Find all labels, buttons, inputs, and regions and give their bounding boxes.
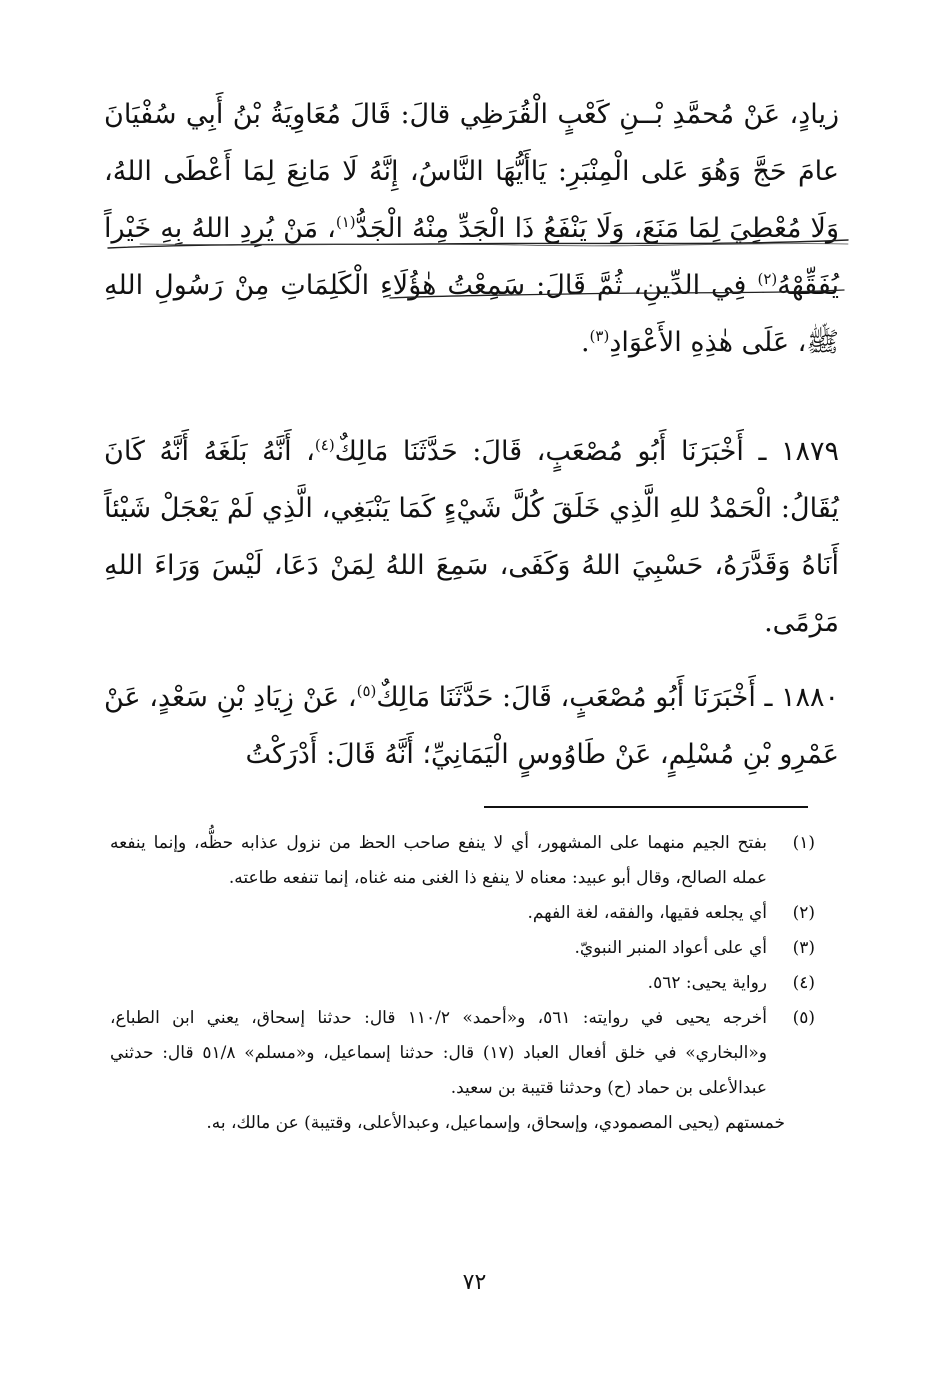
footnote-number: (١) <box>792 833 815 853</box>
footnote-ref-5[interactable]: (٥) <box>356 682 377 700</box>
footnote-ref-3[interactable]: (٣) <box>589 327 610 345</box>
footnote-separator <box>484 806 808 808</box>
footnote-text: رواية يحيى: ٥٦٢. <box>647 973 767 993</box>
paragraph-text: زيادٍ، عَنْ مُحمَّدِ بْــنِ كَعْبٍ الْقُرَظِي قالَ: قَالَ مُعَاوِيَةُ بْنُ أَبِي سُفْيَانَ عامَ حَجَّ وَهُوَ عَلى الْمِنْبَرِ: يَاأَيُّهَا النَّاسُ، إِنَّهُ لَا مَانِعَ لِمَا أَعْطَى اللهُ، وَلَا مُعْطِيَ لِمَا مَنَعَ، وَلَا يَنْفَعُ ذَا الْجَدِّ مِنْهُ الْجَدُّ <box>104 99 839 244</box>
footnote-number: (٤) <box>792 973 815 993</box>
paragraph-text: ، مَنْ يُرِدِ اللهُ بِهِ خَيْراً يُفَقِّهْهُ <box>104 213 839 301</box>
paragraph-text: . <box>580 327 590 358</box>
paragraph-text: ، أَنَّهُ بَلَغَهُ أَنَّهُ كَانَ يُقَالُ: الْحَمْدُ للهِ الَّذِي خَلَقَ كُلَّ شَيْءٍ كَمَا يَنْبَغِي، الَّذِي لَمْ يَعْجَلْ شَيْئاً أَنَاهُ وَقَدَّرَهُ، حَسْبِيَ اللهُ وَكَفَى، سَمِعَ اللهُ لِمَنْ دَعَا، لَيْسَ وَرَاءَ اللهِ مَرْمًى. <box>104 436 839 638</box>
footnote-5-continuation: خمستهم (يحيى المصمودي، وإسحاق، وإسماعيل، وعبدالأعلى، وقتيبة) عن مالك، به. <box>206 1113 785 1133</box>
handwritten-underline <box>100 232 850 302</box>
footnotes <box>110 826 815 1141</box>
footnote-text: أي على أعواد المنبر النبويّ. <box>574 938 767 958</box>
footnote-1 <box>110 826 815 896</box>
paragraph-text: ١٨٧٩ ـ أَخْبَرَنَا أَبُو مُصْعَبٍ، قَالَ: حَدَّثَنَا مَالِكٌ <box>334 436 840 467</box>
footnote-ref-2[interactable]: (٢) <box>757 270 778 288</box>
paragraph-text: ، عَنْ زِيَادِ بْنِ سَعْدٍ، عَنْ عَمْرِو بْنِ مُسْلِمٍ، عَنْ طَاوُوسٍ الْيَمَانِيِّ؛ أَنَّهُ قَالَ: أَدْرَكْتُ <box>104 682 839 770</box>
hadith-1880 <box>104 669 839 783</box>
paragraph-text: ١٨٨٠ ـ أَخْبَرَنَا أَبُو مُصْعَبٍ، قَالَ: حَدَّثَنَا مَالِكٌ <box>376 682 839 713</box>
footnote-number: (٣) <box>792 938 815 958</box>
paragraph-continuation <box>104 86 839 371</box>
footnote-text: بفتح الجيم منهما على المشهور، أي لا ينفع صاحب الحظ من نزول عذابه حظُّه، وإنما ينفعه عمله الصالح، وقال أبو عبيد: معناه لا ينفع ذا الغنى منه غناه، إنما تنفعه طاعته. <box>110 833 767 888</box>
footnote-2 <box>110 896 815 931</box>
paragraph-text: فِي الدِّينِ، ثُمَّ قَالَ: سَمِعْتُ هٰؤُلَاءِ الْكَلِمَاتِ مِنْ رَسُولِ اللهِ ﷺ، عَلَى هٰذِهِ الأَعْوَادِ <box>104 270 839 358</box>
footnote-5 <box>110 1001 815 1106</box>
footnote-ref-4[interactable]: (٤) <box>314 436 335 454</box>
footnote-text: أخرجه يحيى في روايته: ٥٦١، و«أحمد» ١١٠/٢ قال: حدثنا إسحاق، يعني ابن الطباع، و«البخاري» في خلق أفعال العباد (١٧) قال: حدثنا إسماعيل، و«مسلم» ٥١/٨ قال: حدثني عبدالأعلى بن حماد (ح) وحدثنا قتيبة بن سعيد. <box>110 1008 767 1098</box>
hadith-1879 <box>104 423 839 651</box>
footnote-ref-1[interactable]: (١) <box>335 213 356 231</box>
footnote-text: أي يجلعه فقيها، والفقه، لغة الفهم. <box>527 903 767 923</box>
footnote-4 <box>110 966 815 1001</box>
footnote-number: (٥) <box>792 1008 815 1028</box>
page-number: ٧٢ <box>462 1270 487 1295</box>
footnote-3 <box>110 931 815 966</box>
footnote-number: (٢) <box>792 903 815 923</box>
main-text <box>104 86 839 783</box>
